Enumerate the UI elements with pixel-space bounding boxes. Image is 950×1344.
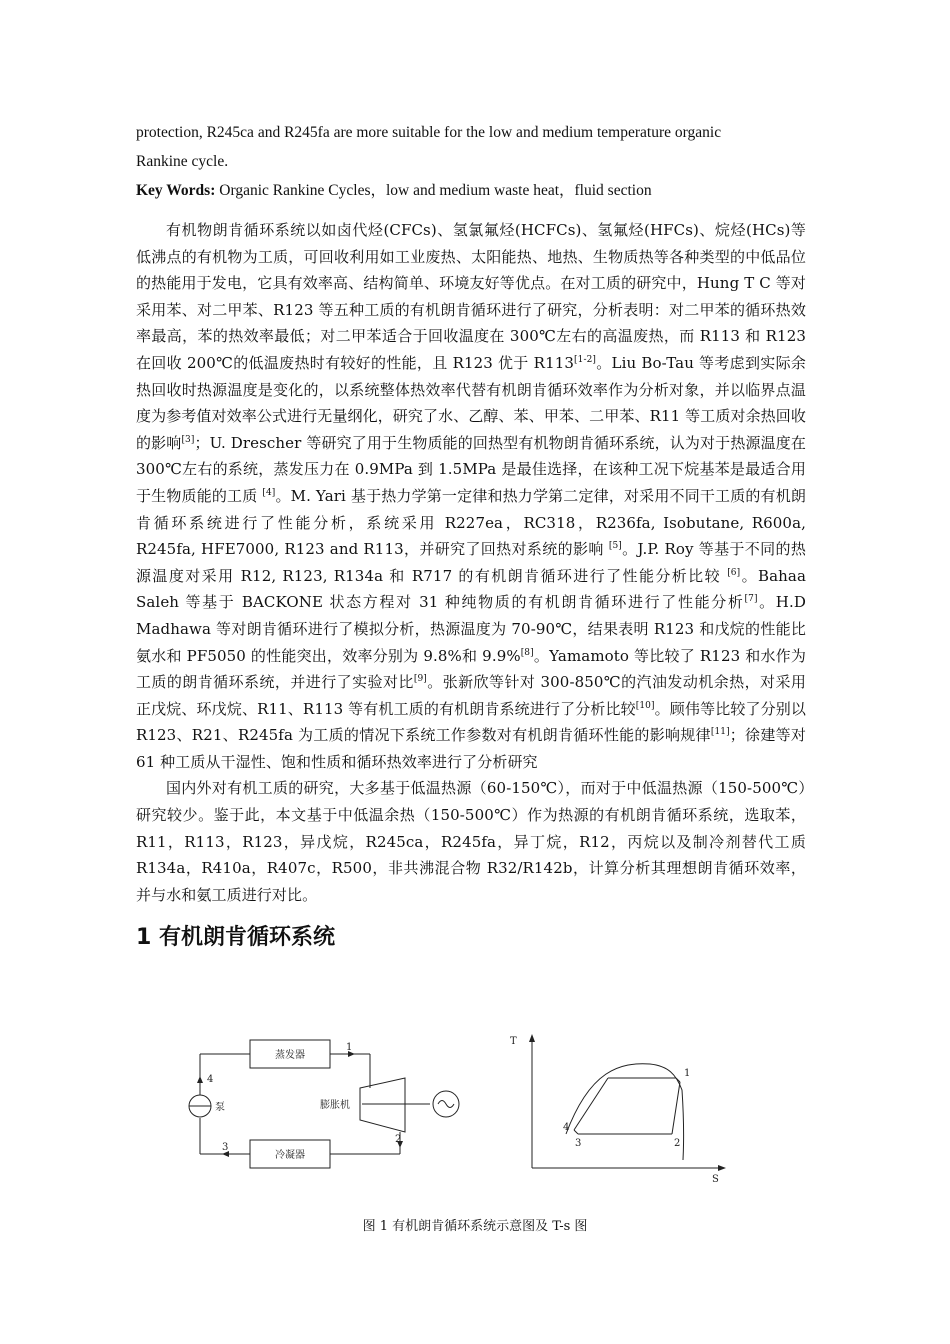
ts-s-label: S <box>712 1174 719 1185</box>
page-content <box>136 118 806 958</box>
text-run: 。Bahaa Saleh 等基于 BACKONE 状态方程对 31 种纯物质的有机朗肯循环进行了性能分析 <box>136 566 806 612</box>
text-run: 。张新欣等针对 300-850℃的汽油发动机余热，对采用正戊烷、环戊烷、R11、R113 等有机工质的有机朗肯系统进行了分析比较 <box>136 673 806 718</box>
citation: [6] <box>727 567 741 578</box>
keywords-label: Key Words: <box>136 182 216 199</box>
text-run: ；徐建等对 61 种工质从干湿性、饱和性质和循环热效率进行了分析研究 <box>136 726 806 771</box>
abstract-line: Rankine cycle. <box>136 153 229 170</box>
citation: [5] <box>608 541 622 552</box>
keywords <box>136 176 806 205</box>
state-4-label: 4 <box>207 1074 214 1085</box>
state-1-label: 1 <box>346 1042 353 1053</box>
state-2-label: 2 <box>395 1134 402 1145</box>
keywords-text: Organic Rankine Cycles，low and medium waste heat，fluid section <box>215 182 652 199</box>
scope-paragraph: 国内外对有机工质的研究，大多基于低温热源（60-150℃），而对于中低温热源（150-500℃）研究较少。鉴于此，本文基于中低温余热（150-500℃）作为热源的有机朗肯循环系统，选取苯，R11，R113，R123，异戊烷，R245ca，R245fa，异丁烷，R12，丙烷以及制冷剂替代工质 R134a，R410a，R407c，R500，非共沸混合物 R32/R142b，计算分析其理想朗肯循环效率，并与水和氨工质进行对比。 <box>136 779 806 904</box>
citation: [11] <box>710 727 730 738</box>
text-run: 。顾伟等比较了分别以 R123、R21、R245fa 为工质的情况下系统工作参数对有机朗肯循环性能的影响规律 <box>136 699 806 745</box>
ts-state-4: 4 <box>563 1122 570 1133</box>
text-run: 有机物朗肯循环系统以如卤代烃(CFCs)、氢氯氟烃(HCFCs)、氢氟烃(HFCs)、烷烃(HCs)等低沸点的有机物为工质，可回收利用如工业废热、太阳能热、地热、生物质热等各种类型的中低品位的热能用于发电，它具有效率高、结构简单、环境友好等优点。在对工质的研究中，Hung T C 等对采用苯、对二甲苯、R123 等五种工质的有机朗肯循环进行了研究，分析表明：对二甲苯的循环热效率最高，苯的热效率最低；对二甲苯适合于回收温度在 300℃左右的高温废热，而 R113 和 R123 在回收 200℃的低温废热时有较好的性能，且 R123 优于 R113 <box>136 221 806 372</box>
citation: [4] <box>262 487 276 498</box>
pump-label: 泵 <box>215 1102 225 1113</box>
citation: [8] <box>520 647 534 658</box>
state-3-label: 3 <box>222 1142 229 1153</box>
figure-1 <box>0 1030 950 1190</box>
expander-label: 膨胀机 <box>320 1100 350 1111</box>
citation: [3] <box>181 434 195 445</box>
citation: [1-2] <box>574 354 597 365</box>
text-run: 。M. Yari 基于热力学第一定律和热力学第二定律，对采用不同干工质的有机朗肯循环系统进行了性能分析，系统采用 R227ea，RC318，R236fa, Isobutane, R600a, R245fa, HFE7000, R123 and R113，并研究了回热对系统的影响 <box>136 486 806 559</box>
ts-state-2: 2 <box>674 1138 681 1149</box>
intro-paragraph <box>136 217 806 775</box>
evaporator-label: 蒸发器 <box>275 1050 305 1061</box>
condenser-label: 冷凝器 <box>275 1150 305 1161</box>
citation: [9] <box>413 674 427 685</box>
cycle-diagram-svg <box>0 1030 950 1190</box>
text-run: ；U. Drescher 等研究了用于生物质能的回热型有机物朗肯循环系统，认为对于热源温度在 300℃左右的系统，蒸发压力在 0.9MPa 到 1.5MPa 是最佳选择，在该种工况下烷基苯是最适合用于生物质能的工质 <box>136 433 806 505</box>
citation: [7] <box>744 594 758 605</box>
expander-shape <box>360 1078 405 1132</box>
abstract-line: protection, R245ca and R245fa are more suitable for the low and medium temperature organic <box>136 124 722 141</box>
text-run: 。J.P. Roy 等基于不同的热源温度对采用 R12, R123, R134a 和 R717 的有机朗肯循环进行了性能分析比较 <box>136 540 806 585</box>
text-run: 。Liu Bo-Tau 等考虑到实际余热回收时热源温度是变化的，以系统整体热效率代替有机朗肯循环效率作为分析对象，并以临界点温度为参考值对效率公式进行无量纲化，研究了水、乙醇、苯、甲苯、二甲苯、R11 等工质对余热回收的影响 <box>136 353 806 452</box>
text-run: 。Yamamoto 等比较了 R123 和水作为工质的朗肯循环系统，并进行了实验对比 <box>136 646 806 692</box>
ts-t-label: T <box>510 1036 517 1047</box>
figure-caption: 图 1 有机朗肯循环系统示意图及 T-s 图 <box>362 1219 588 1234</box>
ts-state-3: 3 <box>575 1138 582 1149</box>
section-heading: 1 有机朗肯循环系统 <box>136 925 335 951</box>
text-run: 。H.D Madhawa 等对朗肯循环进行了模拟分析，热源温度为 70-90℃，结果表明 R123 和戊烷的性能比氨水和 PF5050 的性能突出，效率分别为 9.8%和 9.9% <box>136 593 806 665</box>
citation: [10] <box>635 700 655 711</box>
ts-state-1: 1 <box>684 1068 691 1079</box>
